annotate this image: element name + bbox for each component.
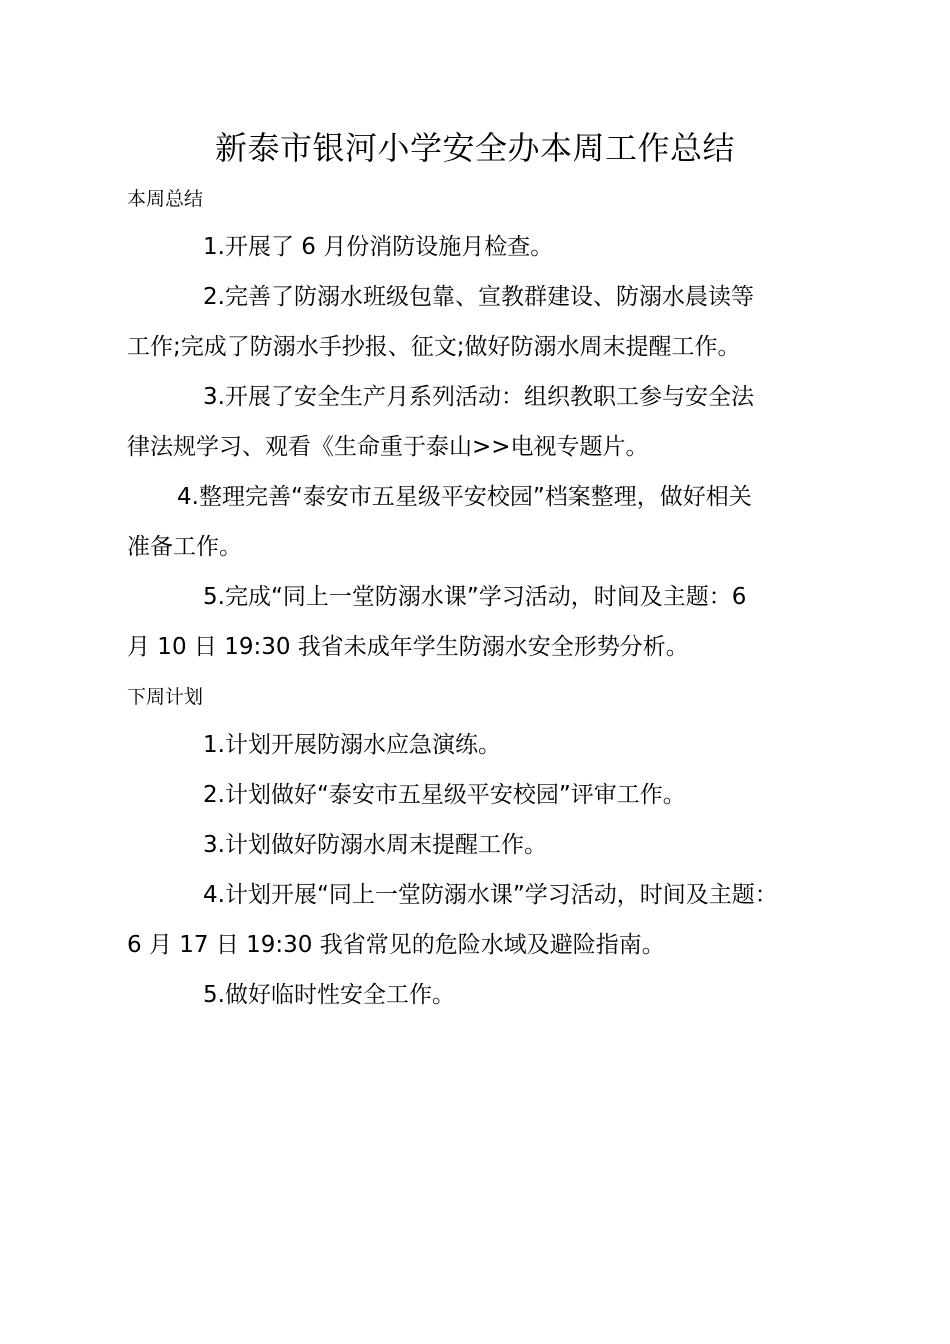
summary-item-3-line-1: 3.开展了安全生产月系列活动：组织教职工参与安全法 xyxy=(203,384,754,410)
summary-item-4 xyxy=(127,472,827,572)
plan-item-4-line-1: 4.计划开展“同上一堂防溺水课”学习活动，时间及主题： xyxy=(203,882,778,908)
summary-item-1 xyxy=(127,222,827,272)
summary-item-5-line-2: 月 10 日 19:30 我省未成年学生防溺水安全形势分析。 xyxy=(127,634,689,660)
plan-item-1-line-1: 1.计划开展防溺水应急演练。 xyxy=(203,732,501,758)
summary-item-4-line-2: 准备工作。 xyxy=(127,534,242,560)
summary-item-4-line-1: 4.整理完善“泰安市五星级平安校园”档案整理，做好相关 xyxy=(177,484,752,510)
section-heading-plan: 下周计划 xyxy=(127,686,204,708)
plan-item-3 xyxy=(127,820,827,870)
summary-item-2-line-1: 2.完善了防溺水班级包靠、宣教群建设、防溺水晨读等 xyxy=(203,284,754,310)
plan-item-4 xyxy=(127,870,827,970)
plan-item-3-line-1: 3.计划做好防溺水周末提醒工作。 xyxy=(203,832,547,858)
summary-item-3 xyxy=(127,372,827,472)
section-heading-summary: 本周总结 xyxy=(127,188,204,210)
summary-item-2 xyxy=(127,272,827,372)
plan-item-5 xyxy=(127,970,827,1020)
plan-item-1 xyxy=(127,720,827,770)
plan-item-2 xyxy=(127,770,827,820)
summary-item-3-line-2: 律法规学习、观看《生命重于泰山>>电视专题片。 xyxy=(127,434,649,460)
summary-item-5-line-1: 5.完成“同上一堂防溺水课”学习活动，时间及主题：6 xyxy=(203,584,747,610)
document-title: 新泰市银河小学安全办本周工作总结 xyxy=(214,129,735,167)
summary-item-2-line-2: 工作;完成了防溺水手抄报、征文;做好防溺水周末提醒工作。 xyxy=(127,334,741,360)
plan-item-5-line-1: 5.做好临时性安全工作。 xyxy=(203,982,455,1008)
summary-item-1-line-1: 1.开展了 6 月份消防设施月检查。 xyxy=(203,234,554,260)
plan-item-2-line-1: 2.计划做好“泰安市五星级平安校园”评审工作。 xyxy=(203,782,686,808)
summary-item-5 xyxy=(127,572,827,672)
plan-item-4-line-2: 6 月 17 日 19:30 我省常见的危险水域及避险指南。 xyxy=(127,932,665,958)
